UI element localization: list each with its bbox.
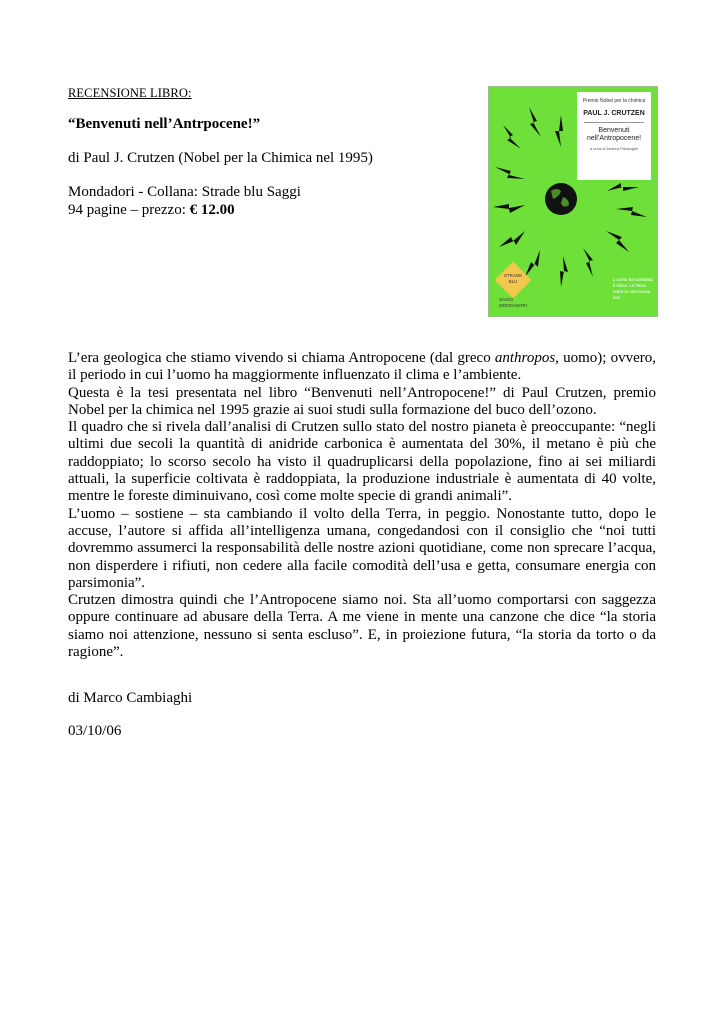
- lightning-bolt-icon: [499, 231, 525, 247]
- lightning-bolt-icon: [616, 207, 647, 217]
- body-paragraph: Questa è la tesi presentata nel libro “Benvenuti nell’Antropocene!” di Paul Crutzen, premio Nobel per la chimica nel 1995 grazie ai suoi studi sulla formazione del buco dell’ozono.: [68, 384, 656, 418]
- price-value: € 12.00: [189, 202, 235, 218]
- lightning-bolt-icon: [583, 248, 593, 277]
- lightning-bolt-icon: [606, 231, 629, 252]
- body-paragraph: Crutzen dimostra quindi che l’Antropocene siamo noi. Sta all’uomo comportarsi con saggezza oppure continuare ad abusare della Terra. A me viene in mente una canzone che dice “la storia siamo noi attenzione, nessuno si senta escluso”. E, in proiezione futura, “la storia da torto o da ragione”.: [68, 592, 656, 661]
- signature: di Marco Cambiaghi: [68, 690, 193, 706]
- cover-divider: [584, 122, 644, 123]
- lightning-bolt-icon: [607, 183, 639, 191]
- cover-publisher-line2: MONDADORI: [499, 303, 527, 308]
- review-label: RECENSIONE LIBRO:: [68, 86, 192, 100]
- italic-term: anthropos: [494, 350, 556, 366]
- lightning-bolt-icon: [493, 204, 525, 213]
- review-body: [68, 350, 656, 661]
- cover-blurb: L’uomo ha cambiato il clima. La Terra entra in una nuova era.: [613, 277, 654, 300]
- author-line: di Paul J. Crutzen (Nobel per la Chimica nel 1995): [68, 150, 373, 166]
- lightning-bolt-icon: [503, 125, 521, 149]
- body-paragraph: L’uomo – sostiene – sta cambiando il volto della Terra, in peggio. Nonostante tutto, dopo le accuse, l’autore si affida all’intelligenza umana, congedandosi con il consiglio che “noi tutti dovremmo assumerci la responsabilità delle nostre azioni quotidiane, come non sprecare l’acqua, non disperdere i rifiuti, non cedere alla facile comodità dell’usa e getta, consumare energia con parsimonia”.: [68, 505, 656, 591]
- cover-author: PAUL J. CRUTZEN: [583, 110, 645, 117]
- book-title: “Benvenuti nell’Antrpocene!”: [68, 116, 261, 132]
- lightning-bolt-icon: [529, 107, 541, 137]
- review-date: 03/10/06: [68, 723, 122, 739]
- cover-editor: a cura di Andrea Parlangeli: [589, 146, 639, 151]
- cover-series: Premio Nobel per la chimica: [582, 98, 646, 104]
- cover-publisher-line1: SAGGI: [499, 297, 514, 302]
- body-paragraph: Il quadro che si rivela dall’analisi di Crutzen sullo stato del nostro pianeta è preoccupante: “negli ultimi due secoli la quantità di anidride carbonica è aumentata del 30%, il metano è più che raddoppiato; lo scorso secolo ha visto il quadruplicarsi della popolazione, fino ai sei miliardi attuali, la superficie coltivata è raddoppiata, la produzione industriale è aumentata di 40 volte, mentre le foreste diminuivano, così come molte specie di grandi animali”.: [68, 419, 656, 505]
- cover-title-panel: [577, 92, 651, 180]
- cover-title: Benvenuti nell’Antropocene!: [586, 127, 642, 142]
- lightning-bolt-icon: [560, 256, 568, 287]
- publisher-line: Mondadori - Collana: Strade blu Saggi: [68, 184, 301, 200]
- price-line: [68, 202, 235, 219]
- body-paragraph: [68, 350, 656, 385]
- globe-icon: [545, 183, 577, 215]
- cover-publisher: [499, 297, 527, 309]
- lightning-bolt-icon: [495, 167, 525, 179]
- paragraph-text: L’era geologica che stiamo vivendo si chiama Antropocene (dal greco: [68, 350, 495, 366]
- paragraph-text: , uomo); ovvero, il periodo in cui l’uomo ha maggiormente influenzato il clima e l’ambiente.: [68, 350, 657, 384]
- lightning-bolt-icon: [555, 115, 563, 147]
- lightning-bolt-icon: [525, 250, 540, 277]
- price-prefix: 94 pagine – prezzo:: [68, 202, 190, 218]
- series-badge-text: STRADE BLU: [503, 273, 523, 284]
- book-cover-image: [488, 86, 658, 317]
